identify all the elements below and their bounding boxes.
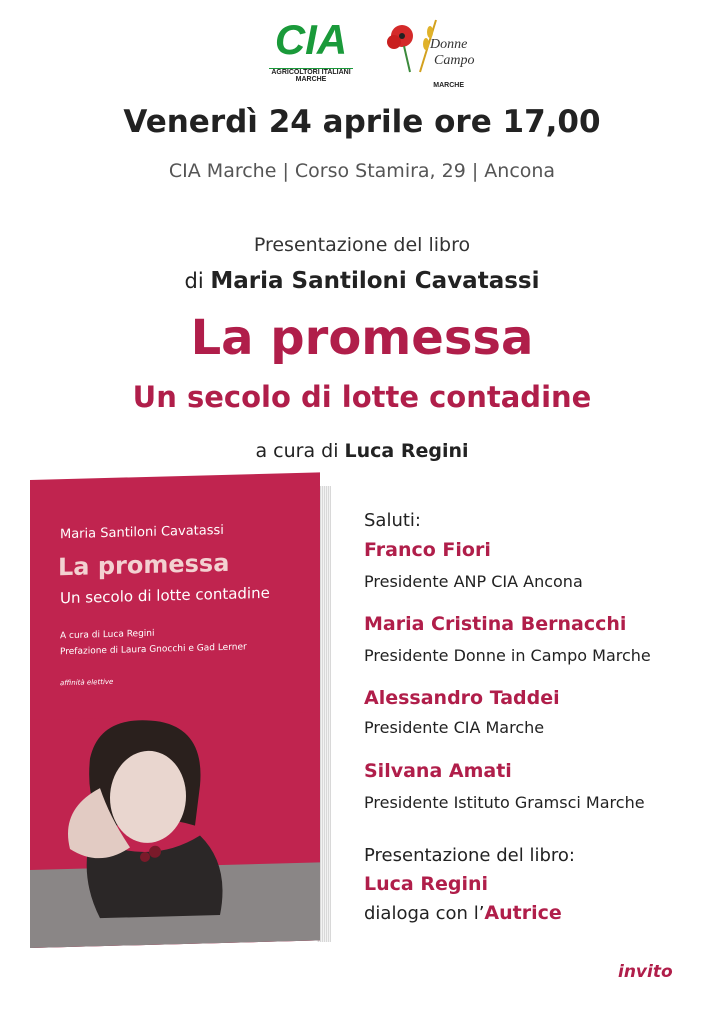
- speaker-role: Presidente CIA Marche: [364, 718, 545, 737]
- speaker-name: Alessandro Taddei: [364, 687, 560, 709]
- author-name: Maria Santiloni Cavatassi: [210, 268, 540, 294]
- curator-line: [0, 440, 724, 462]
- book-subtitle: Un secolo di lotte contadine: [132, 380, 592, 414]
- invitation-label: invito: [618, 962, 673, 982]
- dialogue-prefix: dialoga con l’: [364, 903, 485, 924]
- svg-text:Campo: Campo: [434, 53, 475, 68]
- dialogue-target: Autrice: [484, 902, 562, 924]
- author-line: [0, 268, 724, 294]
- speaker-role: Presidente Istituto Gramsci Marche: [364, 793, 645, 812]
- speaker-role: Presidente Donne in Campo Marche: [364, 646, 651, 665]
- event-venue: CIA Marche | Corso Stamira, 29 | Ancona: [168, 160, 556, 182]
- poppy-icon: [387, 25, 413, 72]
- speaker-name: Franco Fiori: [364, 539, 491, 561]
- curator-prefix: a cura di: [255, 440, 345, 462]
- author-prefix: di: [184, 269, 211, 293]
- speaker-name: Silvana Amati: [364, 760, 512, 782]
- book-cover-image: [30, 480, 330, 950]
- curator-name: Luca Regini: [344, 440, 469, 462]
- cover-preface: Prefazione di Laura Gnocchi e Gad Lerner: [60, 642, 247, 658]
- book-title: La promessa: [190, 310, 534, 366]
- cover-author: Maria Santiloni Cavatassi: [60, 522, 224, 543]
- event-date-time: Venerdì 24 aprile ore 17,00: [123, 104, 601, 140]
- presentation-label: Presentazione del libro: [253, 234, 471, 256]
- speaker-name: Maria Cristina Bernacchi: [364, 613, 627, 635]
- cover-curator: A cura di Luca Regini: [60, 628, 155, 642]
- speaker-role: Presidente ANP CIA Ancona: [364, 572, 583, 591]
- donne-in-campo-logo: [380, 12, 476, 88]
- cover-publisher: affinità elettive: [60, 677, 114, 688]
- cia-logo-line1: AGRICOLTORI ITALIANI: [271, 69, 351, 76]
- cia-logo: [265, 14, 357, 88]
- presenter-name: Luca Regini: [364, 873, 489, 895]
- svg-text:CIA: CIA: [274, 16, 348, 63]
- cover-subtitle: Un secolo di lotte contadine: [60, 583, 270, 608]
- book-presentation-label: Presentazione del libro:: [364, 845, 575, 866]
- cover-title: La promessa: [58, 548, 230, 582]
- greetings-label: Saluti:: [364, 510, 421, 531]
- book-front-cover: [30, 472, 320, 948]
- donne-logo-line3: MARCHE: [433, 82, 464, 89]
- cia-logo-line2: MARCHE: [295, 76, 327, 83]
- dialogue-line: [364, 902, 562, 924]
- woman-portrait-photo: [30, 712, 320, 948]
- svg-text:Donne: Donne: [430, 37, 468, 52]
